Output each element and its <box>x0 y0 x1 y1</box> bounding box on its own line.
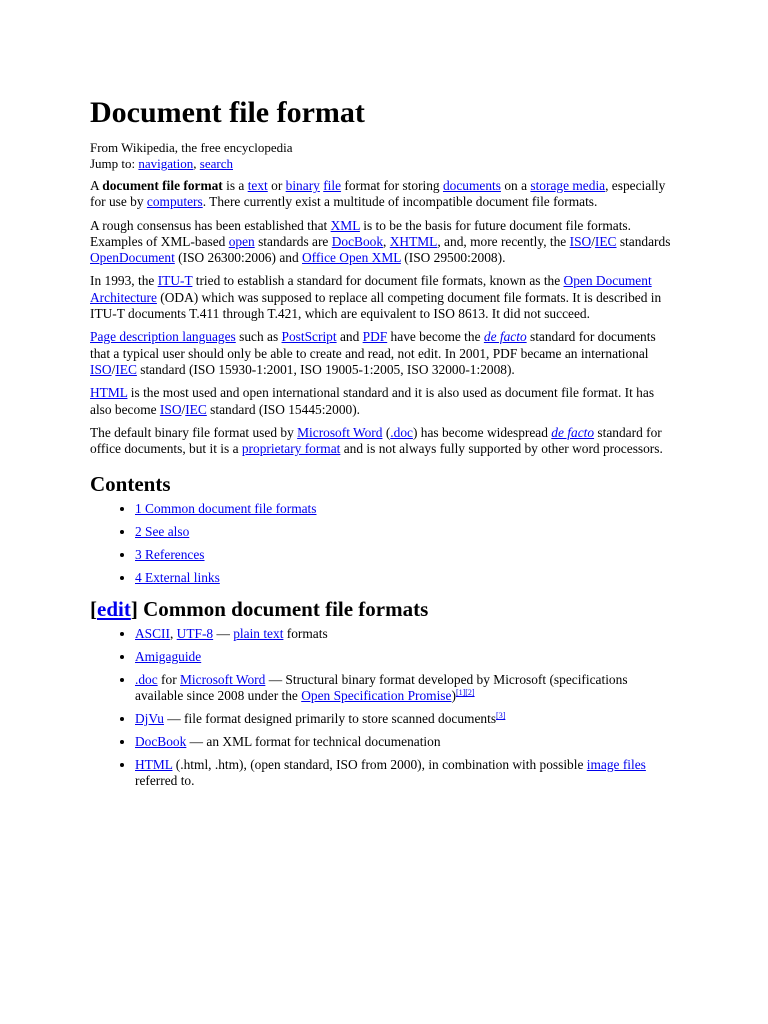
postscript-link[interactable]: PostScript <box>281 329 337 345</box>
list-item: • DjVu — file format designed primarily to store scanned documents[3] <box>135 711 674 727</box>
xml-link[interactable]: XML <box>330 217 360 233</box>
toc-item <box>135 547 674 563</box>
jump-prefix: Jump to: <box>90 156 139 171</box>
toc-item <box>135 524 674 540</box>
pdl-link[interactable]: Page description languages <box>90 329 236 345</box>
iec-link[interactable]: IEC <box>185 401 207 417</box>
proprietary-format-link[interactable]: proprietary format <box>241 441 341 457</box>
iso-link[interactable]: ISO <box>159 401 182 417</box>
amigaguide-link[interactable]: Amigaguide <box>135 649 202 665</box>
contents-heading: Contents <box>90 472 171 497</box>
pdf-link[interactable]: PDF <box>362 329 388 345</box>
html-link[interactable]: HTML <box>90 385 128 401</box>
storage-media-link[interactable]: storage media <box>530 178 606 193</box>
opendocument-link[interactable]: OpenDocument <box>90 250 175 266</box>
oda-link[interactable]: Open Document Architecture <box>90 273 652 305</box>
list-item: • HTML (.html, .htm), (open standard, ISO from 2000), in combination with possible image files referred to. <box>135 757 674 790</box>
jump-links <box>90 156 674 172</box>
docbook-link[interactable]: DocBook <box>331 233 384 249</box>
toc-link-see-also[interactable]: 2 See also <box>135 524 190 540</box>
edit-link[interactable]: edit <box>97 597 131 622</box>
toc-link-common-formats[interactable]: 1 Common document file formats <box>135 501 317 517</box>
toc-item <box>135 501 674 517</box>
html-paragraph: HTML is the most used and open international standard and it is also used as document file format. It has also become ISO/IEC standard (ISO 15445:2000). <box>90 385 655 417</box>
pdl-paragraph: Page description languages such as PostScript and PDF have become the de facto standard for documents that a typical user should only be able to create and read, not edit. In 2001, PDF became an international ISO/IEC standard (ISO 15930-1:2001, ISO 19005-1:2005, ISO 32000-1:2008). <box>90 329 656 377</box>
iso-link[interactable]: ISO <box>569 233 592 249</box>
edit-bracket-open: [ <box>90 597 97 622</box>
word-paragraph: The default binary file format used by Microsoft Word (.doc) has become widespread de facto standard for office documents, but it is a proprietary format and is not always fully supported by other word processors. <box>90 424 663 457</box>
plain-text-link[interactable]: plain text <box>233 626 284 642</box>
navigation-link[interactable]: navigation <box>138 156 194 171</box>
reference-link[interactable]: [3] <box>496 711 506 721</box>
list-item: • DocBook — an XML format for technical documenation <box>135 734 674 750</box>
office-open-xml-link[interactable]: Office Open XML <box>302 250 401 266</box>
documents-link[interactable]: documents <box>442 178 501 193</box>
article <box>90 92 674 796</box>
binary-link[interactable]: binary <box>285 178 320 193</box>
list-item: • ASCII, UTF-8 — plain text formats <box>135 626 674 642</box>
formats-list <box>90 626 674 789</box>
list-item: • .doc for Microsoft Word — Structural binary format developed by Microsoft (specifications available since 2008 under the Open Specification Promise)[1][2] <box>135 672 674 705</box>
ascii-link[interactable]: ASCII <box>135 626 170 642</box>
toc-link-references[interactable]: 3 References <box>135 547 205 563</box>
image-files-link[interactable]: image files <box>586 756 646 772</box>
html-link[interactable]: HTML <box>135 756 173 772</box>
djvu-link[interactable]: DjVu <box>135 711 164 727</box>
de-facto-link[interactable]: de facto <box>483 329 527 345</box>
iec-link[interactable]: IEC <box>594 233 617 249</box>
open-specification-promise-link[interactable]: Open Specification Promise <box>301 688 452 704</box>
doc-link[interactable]: .doc <box>390 424 413 440</box>
de-facto-link[interactable]: de facto <box>551 424 595 440</box>
file-link[interactable]: file <box>323 178 342 193</box>
edit-bracket-close: ] <box>130 597 138 622</box>
xml-paragraph: A rough consensus has been established that XML is to be the basis for future document file formats. Examples of XML-based open standards are DocBook, XHTML, and, more recently, the ISO/IEC standards OpenDocument (ISO 26300:2006) and Office Open XML (ISO 29500:2008). <box>90 217 671 266</box>
list-item <box>135 649 674 665</box>
toc-item <box>135 570 674 586</box>
jump-sep: , <box>193 156 200 171</box>
table-of-contents <box>90 501 674 586</box>
toc-link-external-links[interactable]: 4 External links <box>135 570 220 586</box>
itu-paragraph: In 1993, the ITU-T tried to establish a standard for document file formats, known as the Open Document Architecture (ODA) which was supposed to replace all competing document file formats. It is described in ITU-T documents T.411 through T.421, which are equivalent to ISO 8613. It did not succeed. <box>90 273 662 322</box>
intro-paragraph: A document file format is a text or binary file format for storing documents on a storage media, especially for use by computers. There currently exist a multitude of incompatible document file formats. <box>90 178 666 210</box>
search-link[interactable]: search <box>199 156 233 171</box>
reference-link[interactable]: [1][2] <box>455 688 475 698</box>
iec-link[interactable]: IEC <box>115 361 137 377</box>
section-heading <box>90 596 674 622</box>
microsoft-word-link[interactable]: Microsoft Word <box>180 672 266 688</box>
microsoft-word-link[interactable]: Microsoft Word <box>297 424 383 440</box>
section-title: Common document file formats <box>137 597 429 622</box>
open-link[interactable]: open <box>228 233 255 249</box>
itu-t-link[interactable]: ITU-T <box>157 273 193 289</box>
bold-term: document file format <box>102 178 223 193</box>
xhtml-link[interactable]: XHTML <box>389 233 438 249</box>
computers-link[interactable]: computers <box>146 194 203 210</box>
page-title: Document file format <box>90 96 365 129</box>
utf8-link[interactable]: UTF-8 <box>176 626 214 642</box>
docbook-link[interactable]: DocBook <box>135 733 187 749</box>
iso-link[interactable]: ISO <box>90 361 112 377</box>
doc-link[interactable]: .doc <box>135 672 158 688</box>
subtitle: From Wikipedia, the free encyclopedia <box>90 140 293 155</box>
text-link[interactable]: text <box>247 178 268 193</box>
